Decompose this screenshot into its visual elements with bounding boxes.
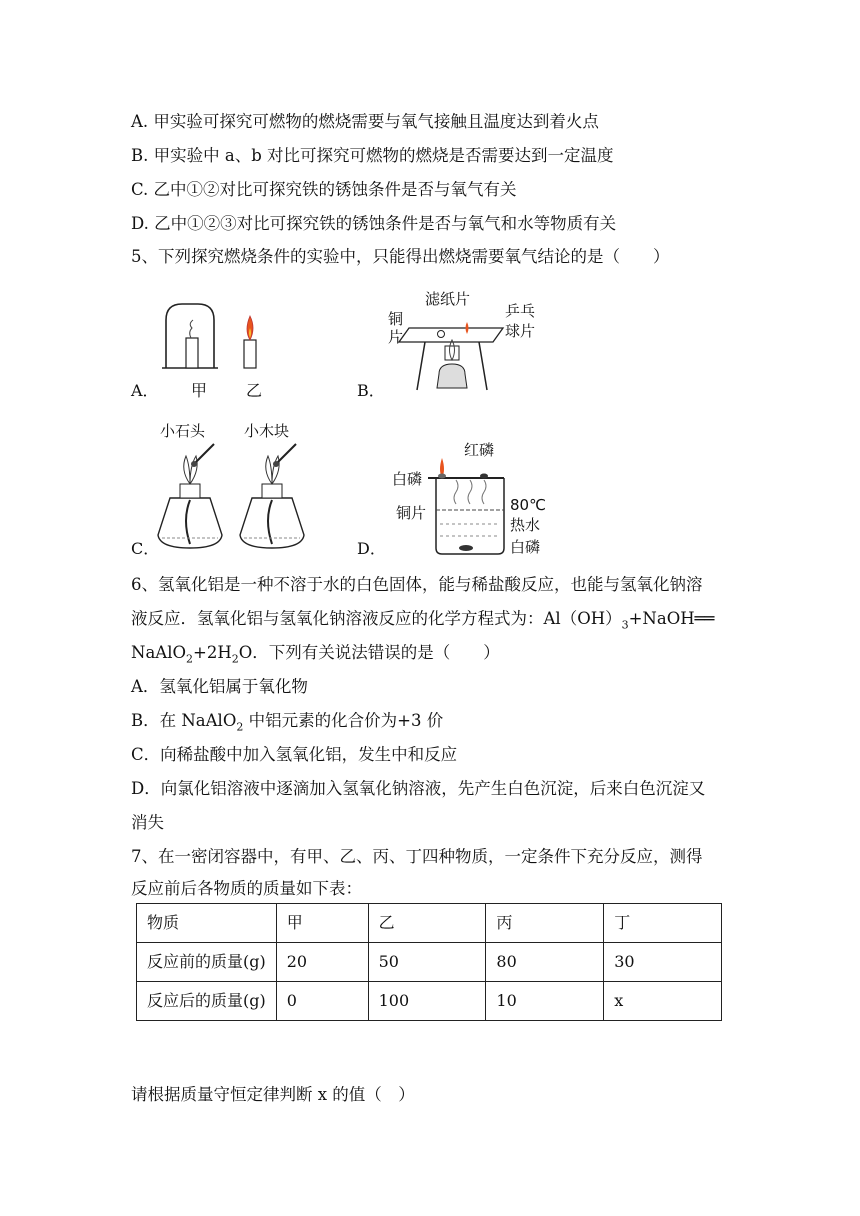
q5-b-filter-label: 滤纸片 xyxy=(425,290,471,308)
q4-option-d: D. 乙中①②③对比可探究铁的锈蚀条件是否与氧气和水等物质有关 xyxy=(131,214,617,233)
table-cell: 反应后的质量(g) xyxy=(137,982,277,1021)
q7-stem-line1: 7、在一密闭容器中，有甲、乙、丙、丁四种物质，一定条件下充分反应，测得 xyxy=(131,847,703,866)
q4-option-a: A. 甲实验可探究可燃物的燃烧需要与氧气接触且温度达到着火点 xyxy=(131,112,599,131)
table-cell: 30 xyxy=(604,943,722,982)
table-cell: 80 xyxy=(486,943,604,982)
q7-stem-line2: 反应前后各物质的质量如下表： xyxy=(131,879,362,898)
table-header-row xyxy=(137,904,722,943)
q6-option-a: A．氢氧化铝属于氧化物 xyxy=(131,677,308,696)
table-cell: 50 xyxy=(368,943,486,982)
q6-stem-line3: $NaAlO_2+2H_2O$．下列有关说法错误的是（ ） xyxy=(131,643,500,666)
q5-option-d-label: D． xyxy=(357,539,386,558)
q5-b-pingpong-label2: 球片 xyxy=(505,322,536,340)
q5-b-copper-label2: 片 xyxy=(388,328,404,346)
q5-c-wood-label: 小木块 xyxy=(244,422,290,440)
table-cell: 0 xyxy=(276,982,368,1021)
copper-plate-tripod-figure xyxy=(395,302,515,402)
table-cell: 20 xyxy=(276,943,368,982)
alcohol-lamps-figure xyxy=(150,440,330,555)
table-cell: 10 xyxy=(486,982,604,1021)
q5-d-white-phosphorus-bottom-label: 白磷 xyxy=(510,538,541,556)
q4-option-b: B. 甲实验中 a、b 对比可探究可燃物的燃烧是否需要达到一定温度 xyxy=(131,146,614,165)
table-cell: 丙 xyxy=(486,904,604,943)
q5-stem: 5、下列探究燃烧条件的实验中，只能得出燃烧需要氧气结论的是（ ） xyxy=(131,247,670,266)
q6-stem-line2: 液反应．氢氧化铝与氢氧化钠溶液反应的化学方程式为：$Al(OH)_3+NaOH══$ xyxy=(131,609,715,632)
q5-a-caption-left: 甲 xyxy=(191,381,208,400)
q5-d-white-phosphorus-top-label: 白磷 xyxy=(392,470,423,488)
q6-stem-line1: 6、氢氧化铝是一种不溶于水的白色固体，能与稀盐酸反应，也能与氢氧化钠溶 xyxy=(131,575,703,594)
q5-d-copper-label: 铜片 xyxy=(396,504,427,522)
q5-b-pingpong-label: 乒乓 xyxy=(505,302,536,320)
table-row xyxy=(137,982,722,1021)
q5-d-water-label: 热水 xyxy=(510,516,541,534)
q5-d-red-phosphorus-label: 红磷 xyxy=(464,441,495,459)
q6-option-c: C．向稀盐酸中加入氢氧化铝，发生中和反应 xyxy=(131,745,458,764)
table-cell: 反应前的质量(g) xyxy=(137,943,277,982)
q5-c-stone-label: 小石头 xyxy=(160,422,206,440)
q6-option-d-line2: 消失 xyxy=(131,813,164,832)
table-cell: 乙 xyxy=(368,904,486,943)
q6-option-b: B．在 NaAlO$_2$ 中铝元素的化合价为+3 价 xyxy=(131,711,444,734)
table-row xyxy=(137,943,722,982)
mass-table xyxy=(136,903,722,1021)
q4-option-c: C. 乙中①②对比可探究铁的锈蚀条件是否与氧气有关 xyxy=(131,180,517,199)
q5-a-caption-right: 乙 xyxy=(246,381,263,400)
table-cell: 甲 xyxy=(276,904,368,943)
beaker-phosphorus-figure xyxy=(420,448,520,558)
table-cell: 100 xyxy=(368,982,486,1021)
q5-option-a-label: A． xyxy=(131,381,159,400)
table-cell: x xyxy=(604,982,722,1021)
q5-option-c-label: C． xyxy=(131,539,160,558)
table-cell: 物质 xyxy=(137,904,277,943)
table-cell: 丁 xyxy=(604,904,722,943)
q5-d-temp-label: 80℃ xyxy=(510,496,546,514)
q5-option-b-label: B． xyxy=(357,381,385,400)
q6-option-d-line1: D．向氯化铝溶液中逐滴加入氢氧化钠溶液，先产生白色沉淀，后来白色沉淀又 xyxy=(131,779,706,798)
q7-question: 请根据质量守恒定律判断 x 的值（ ） xyxy=(131,1085,415,1104)
q5-b-copper-label: 铜 xyxy=(388,310,404,328)
